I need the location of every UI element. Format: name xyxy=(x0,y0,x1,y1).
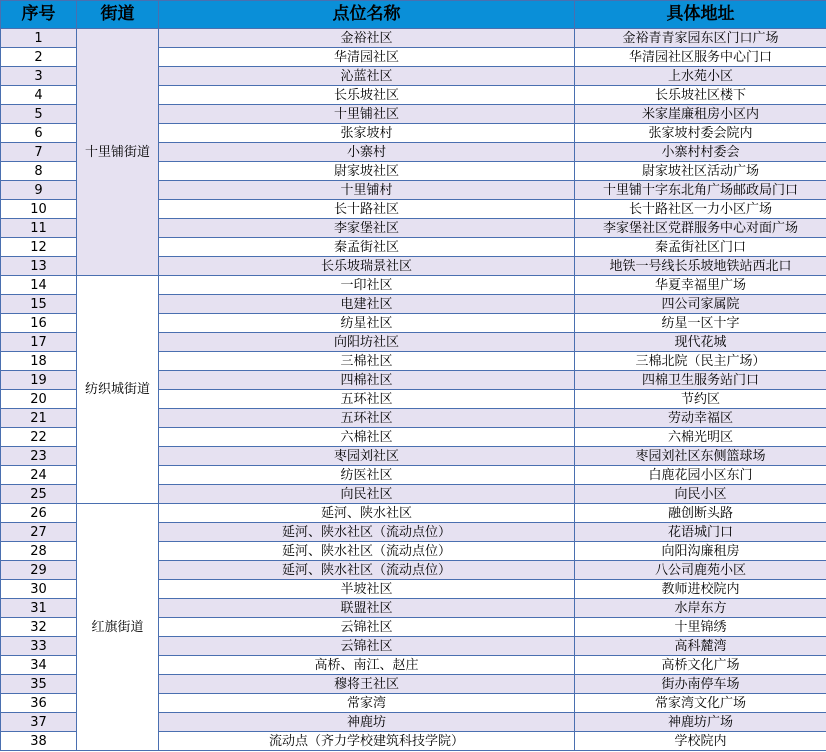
row-index: 33 xyxy=(1,637,77,656)
header-row xyxy=(1,1,826,29)
site-name: 长乐坡瑞景社区 xyxy=(159,257,575,276)
site-name: 纺星社区 xyxy=(159,314,575,333)
row-index: 20 xyxy=(1,390,77,409)
site-address: 尉家坡社区活动广场 xyxy=(575,162,826,181)
site-name: 秦孟街社区 xyxy=(159,238,575,257)
site-name: 六棉社区 xyxy=(159,428,575,447)
row-index: 28 xyxy=(1,542,77,561)
row-index: 24 xyxy=(1,466,77,485)
row-index: 37 xyxy=(1,713,77,732)
district-cell: 纺织城街道 xyxy=(77,276,159,504)
site-name: 高桥、南江、赵庄 xyxy=(159,656,575,675)
header-address: 具体地址 xyxy=(575,1,826,29)
site-address: 高桥文化广场 xyxy=(575,656,826,675)
site-address: 常家湾文化广场 xyxy=(575,694,826,713)
site-name: 张家坡村 xyxy=(159,124,575,143)
site-name: 穆将王社区 xyxy=(159,675,575,694)
site-name: 五环社区 xyxy=(159,390,575,409)
row-index: 32 xyxy=(1,618,77,637)
site-name: 向民社区 xyxy=(159,485,575,504)
site-address: 六棉光明区 xyxy=(575,428,826,447)
site-name: 尉家坡社区 xyxy=(159,162,575,181)
site-address: 十里铺十字东北角广场邮政局门口 xyxy=(575,181,826,200)
row-index: 4 xyxy=(1,86,77,105)
site-name: 延河、陕水社区（流动点位） xyxy=(159,523,575,542)
site-name: 沁蓝社区 xyxy=(159,67,575,86)
site-name: 云锦社区 xyxy=(159,618,575,637)
site-address: 十里锦绣 xyxy=(575,618,826,637)
site-name: 联盟社区 xyxy=(159,599,575,618)
site-name: 神鹿坊 xyxy=(159,713,575,732)
row-index: 22 xyxy=(1,428,77,447)
site-name: 三棉社区 xyxy=(159,352,575,371)
site-name: 云锦社区 xyxy=(159,637,575,656)
site-address: 上水苑小区 xyxy=(575,67,826,86)
site-address: 现代花城 xyxy=(575,333,826,352)
site-name: 延河、陕水社区 xyxy=(159,504,575,523)
site-name: 五环社区 xyxy=(159,409,575,428)
row-index: 2 xyxy=(1,48,77,67)
row-index: 38 xyxy=(1,732,77,751)
site-address: 李家堡社区党群服务中心对面广场 xyxy=(575,219,826,238)
site-name: 四棉社区 xyxy=(159,371,575,390)
site-address: 水岸东方 xyxy=(575,599,826,618)
site-address: 向阳沟廉租房 xyxy=(575,542,826,561)
row-index: 10 xyxy=(1,200,77,219)
site-address: 地铁一号线长乐坡地铁站西北口 xyxy=(575,257,826,276)
site-address: 张家坡村委会院内 xyxy=(575,124,826,143)
row-index: 6 xyxy=(1,124,77,143)
site-name: 长十路社区 xyxy=(159,200,575,219)
row-index: 12 xyxy=(1,238,77,257)
site-address: 节约区 xyxy=(575,390,826,409)
row-index: 25 xyxy=(1,485,77,504)
row-index: 29 xyxy=(1,561,77,580)
row-index: 9 xyxy=(1,181,77,200)
row-index: 30 xyxy=(1,580,77,599)
site-name: 长乐坡社区 xyxy=(159,86,575,105)
site-name: 枣园刘社区 xyxy=(159,447,575,466)
site-address: 金裕青青家园东区门口广场 xyxy=(575,29,826,48)
site-address: 教师进校院内 xyxy=(575,580,826,599)
header-district: 街道 xyxy=(77,1,159,29)
row-index: 14 xyxy=(1,276,77,295)
district-cell: 红旗街道 xyxy=(77,504,159,751)
site-address: 八公司鹿苑小区 xyxy=(575,561,826,580)
row-index: 3 xyxy=(1,67,77,86)
row-index: 31 xyxy=(1,599,77,618)
site-name: 十里铺村 xyxy=(159,181,575,200)
row-index: 36 xyxy=(1,694,77,713)
site-address: 花语城门口 xyxy=(575,523,826,542)
site-address: 长十路社区一力小区广场 xyxy=(575,200,826,219)
site-name: 常家湾 xyxy=(159,694,575,713)
row-index: 21 xyxy=(1,409,77,428)
row-index: 7 xyxy=(1,143,77,162)
site-address: 秦孟街社区门口 xyxy=(575,238,826,257)
site-address: 小寨村村委会 xyxy=(575,143,826,162)
site-address: 四棉卫生服务站门口 xyxy=(575,371,826,390)
table-row xyxy=(1,276,826,295)
row-index: 1 xyxy=(1,29,77,48)
site-name: 延河、陕水社区（流动点位） xyxy=(159,561,575,580)
header-site: 点位名称 xyxy=(159,1,575,29)
site-name: 电建社区 xyxy=(159,295,575,314)
site-name: 向阳坊社区 xyxy=(159,333,575,352)
site-address: 枣园刘社区东侧篮球场 xyxy=(575,447,826,466)
site-name: 小寨村 xyxy=(159,143,575,162)
site-address: 华夏幸福里广场 xyxy=(575,276,826,295)
row-index: 34 xyxy=(1,656,77,675)
district-cell: 十里铺街道 xyxy=(77,29,159,276)
site-name: 十里铺社区 xyxy=(159,105,575,124)
site-address: 三棉北院（民主广场） xyxy=(575,352,826,371)
row-index: 8 xyxy=(1,162,77,181)
site-address: 学校院内 xyxy=(575,732,826,751)
header-index: 序号 xyxy=(1,1,77,29)
row-index: 11 xyxy=(1,219,77,238)
row-index: 27 xyxy=(1,523,77,542)
table-row xyxy=(1,29,826,48)
row-index: 17 xyxy=(1,333,77,352)
site-address: 高科麓湾 xyxy=(575,637,826,656)
site-name: 纺医社区 xyxy=(159,466,575,485)
row-index: 13 xyxy=(1,257,77,276)
site-address: 白鹿花园小区东门 xyxy=(575,466,826,485)
row-index: 15 xyxy=(1,295,77,314)
row-index: 35 xyxy=(1,675,77,694)
site-address: 劳动幸福区 xyxy=(575,409,826,428)
site-name: 一印社区 xyxy=(159,276,575,295)
site-name: 金裕社区 xyxy=(159,29,575,48)
site-address: 四公司家属院 xyxy=(575,295,826,314)
site-address: 米家崖廉租房小区内 xyxy=(575,105,826,124)
site-address: 纺星一区十字 xyxy=(575,314,826,333)
site-address: 街办南停车场 xyxy=(575,675,826,694)
site-address: 长乐坡社区楼下 xyxy=(575,86,826,105)
site-name: 李家堡社区 xyxy=(159,219,575,238)
table-row xyxy=(1,504,826,523)
row-index: 19 xyxy=(1,371,77,390)
row-index: 5 xyxy=(1,105,77,124)
site-name: 流动点（齐力学校建筑科技学院） xyxy=(159,732,575,751)
table-body xyxy=(1,29,826,751)
site-address: 华清园社区服务中心门口 xyxy=(575,48,826,67)
site-name: 华清园社区 xyxy=(159,48,575,67)
row-index: 18 xyxy=(1,352,77,371)
site-name: 延河、陕水社区（流动点位） xyxy=(159,542,575,561)
row-index: 26 xyxy=(1,504,77,523)
site-address: 向民小区 xyxy=(575,485,826,504)
row-index: 23 xyxy=(1,447,77,466)
row-index: 16 xyxy=(1,314,77,333)
site-name: 半坡社区 xyxy=(159,580,575,599)
site-address: 融创断头路 xyxy=(575,504,826,523)
site-address: 神鹿坊广场 xyxy=(575,713,826,732)
